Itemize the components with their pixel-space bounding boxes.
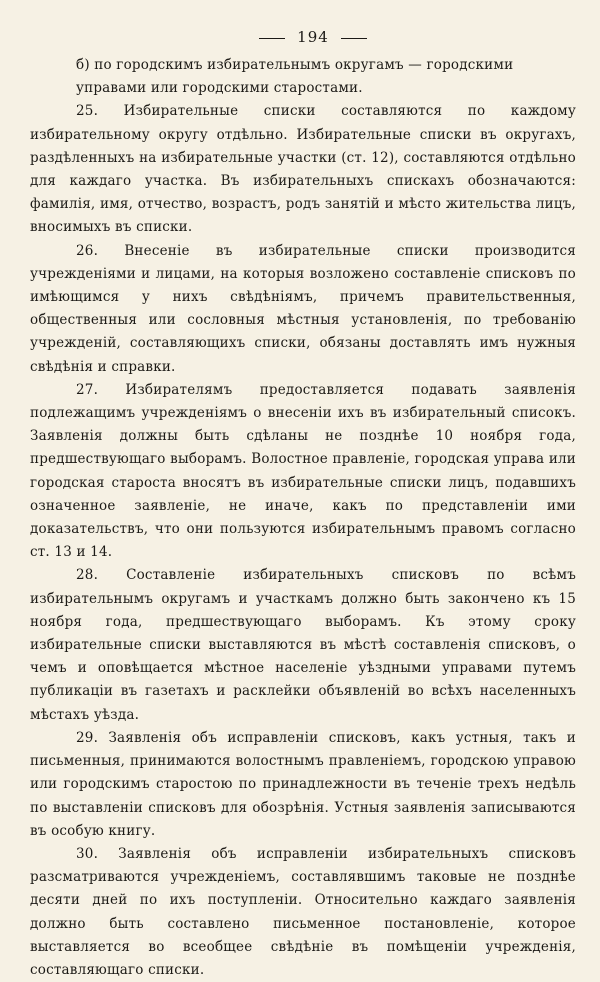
article-26: 26. Внесеніе въ избирательные списки производится учрежденіями и лицами, на которыя возложено составленіе списковъ по имѣющимся у нихъ свѣдѣніямъ, причемъ правительственныя, общественныя или сословныя мѣстныя установленія, по требованію учрежденій, составляющихъ списки, обязаны доставлять имъ нужныя свѣдѣнія и справки. [30, 242, 576, 375]
intro-line-2: управами или городскими старостами. [76, 80, 363, 97]
article-30: 30. Заявленія объ исправленіи избирательныхъ списковъ разсматриваются учрежденіемъ, составлявшимъ таковые не позднѣе десяти дней по ихъ поступленіи. Относительно каждаго заявленія должно быть составлено письменное постановленіе, которое выставляется во всеобщее свѣдѣніе въ помѣщеніи учрежденія, составляющаго списки. [30, 845, 576, 978]
header-dash-right [341, 38, 367, 39]
page-header [50, 28, 576, 46]
intro-paragraph [30, 54, 576, 100]
page-number: 194 [297, 28, 329, 46]
article-29: 29. Заявленія объ исправленіи списковъ, какъ устныя, такъ и письменныя, принимаются волостнымъ правленіемъ, городскою управою или городскимъ старостою по принадлежности въ теченіе трехъ недѣль по выставленіи списковъ для обозрѣнія. Устныя заявленія записываются въ особую книгу. [30, 729, 576, 839]
document-body [30, 54, 576, 982]
article-27: 27. Избирателямъ предоставляется подавать заявленія подлежащимъ учрежденіямъ о внесеніи ихъ въ избирательный списокъ. Заявленія должны быть сдѣланы не позднѣе 10 ноября года, предшествующаго выборамъ. Волостное правленіе, городская управа или городская староста вносятъ въ избирательные списки лицъ, подавшихъ означенное заявленіе, не иначе, какъ по представленіи ими доказательствъ, что они пользуются избирательнымъ правомъ согласно ст. 13 и 14. [30, 381, 576, 561]
article-28: 28. Составленіе избирательныхъ списковъ по всѣмъ избирательнымъ округамъ и участкамъ должно быть закончено къ 15 ноября года, предшествующаго выборамъ. Къ этому сроку избирательные списки выставляются въ мѣстѣ составленія списковъ, о чемъ и оповѣщается мѣстное населеніе уѣздными управами путемъ публикаціи въ газетахъ и расклейки объявленій во всѣхъ населенныхъ мѣстахъ уѣзда. [30, 567, 576, 723]
header-dash-left [259, 38, 285, 39]
article-25: 25. Избирательные списки составляются по каждому избирательному округу отдѣльно. Избирательные списки въ округахъ, раздѣленныхъ на избирательные участки (ст. 12), составляются отдѣльно для каждаго участка. Въ избирательныхъ спискахъ обозначаются: фамилія, имя, отчество, возрастъ, родъ занятій и мѣсто жительства лицъ, вносимыхъ въ списки. [30, 103, 576, 236]
intro-line-1: б) по городскимъ избирательнымъ округамъ — городскими [76, 57, 514, 73]
